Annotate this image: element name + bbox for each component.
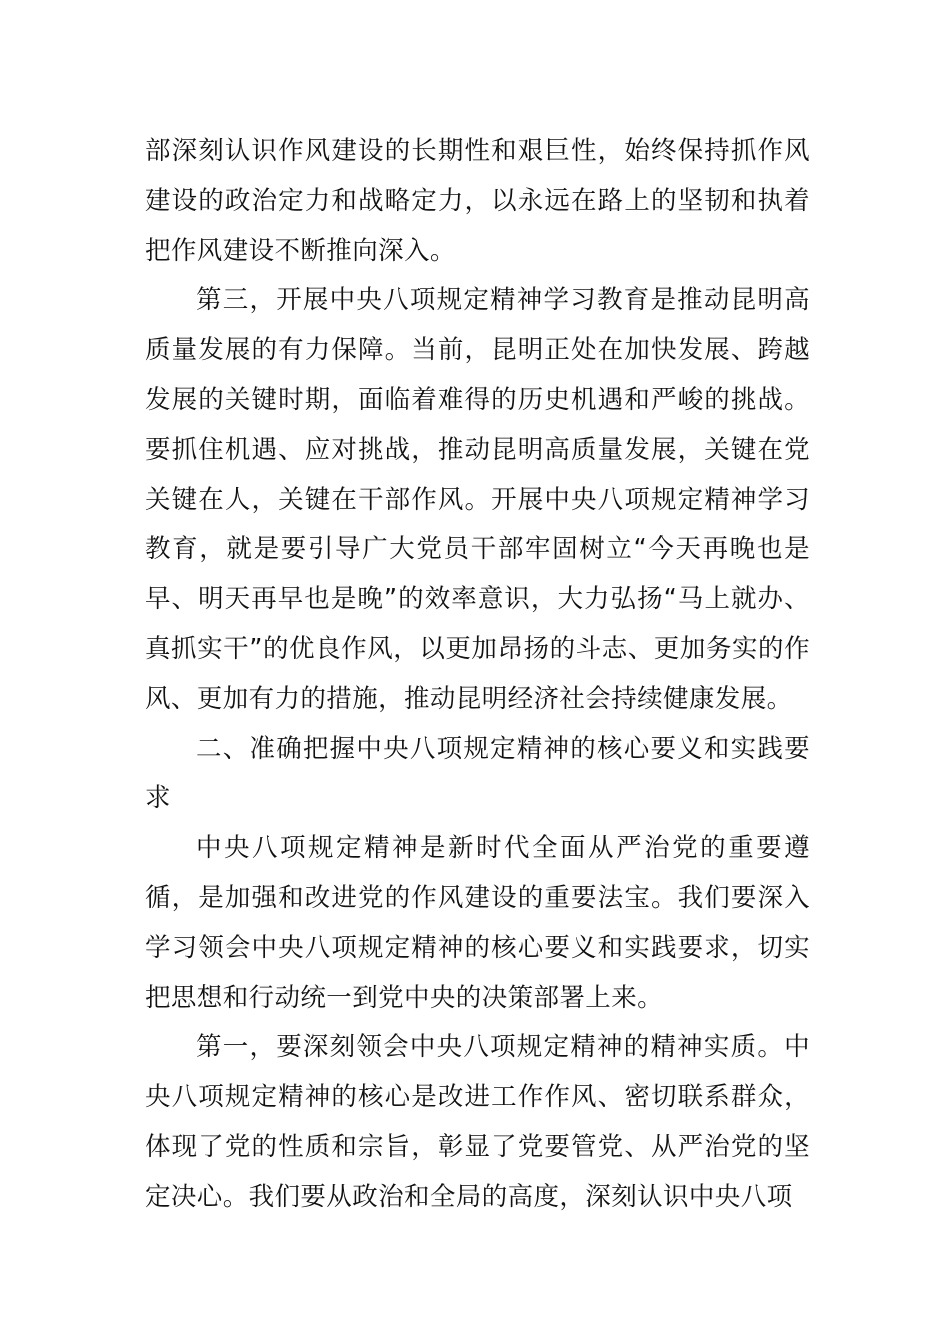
section-heading-two: 二、准确把握中央八项规定精神的核心要义和实践要求 <box>145 733 810 814</box>
paragraph-third-point: 第三，开展中央八项规定精神学习教育是推动昆明高质量发展的有力保障。当前，昆明正处在加快发展、跨越发展的关键时期，面临着难得的历史机遇和严峻的挑战。要抓住机遇、应对挑战，推动昆明高质量发展，关键在党关键在人，关键在干部作风。开展中央八项规定精神学习教育，就是要引导广大党员干部牢固树立“今天再晚也是早、明天再早也是晚”的效率意识，大力弘扬“马上就办、真抓实干”的优良作风，以更加昂扬的斗志、更加务实的作风、更加有力的措施，推动昆明经济社会持续健康发展。 <box>145 285 810 714</box>
paragraph-continuation: 部深刻认识作风建设的长期性和艰巨性，始终保持抓作风建设的政治定力和战略定力，以永远在路上的坚韧和执着把作风建设不断推向深入。 <box>145 136 810 266</box>
paragraph-first-point: 第一，要深刻领会中央八项规定精神的精神实质。中央八项规定精神的核心是改进工作作风、密切联系群众，体现了党的性质和宗旨，彰显了党要管党、从严治党的坚定决心。我们要从政治和全局的高度，深刻认识中央八项 <box>145 1032 810 1212</box>
document-body <box>145 127 810 1223</box>
paragraph-section-intro: 中央八项规定精神是新时代全面从严治党的重要遵循，是加强和改进党的作风建设的重要法宝。我们要深入学习领会中央八项规定精神的核心要义和实践要求，切实把思想和行动统一到党中央的决策部署上来。 <box>145 833 810 1013</box>
